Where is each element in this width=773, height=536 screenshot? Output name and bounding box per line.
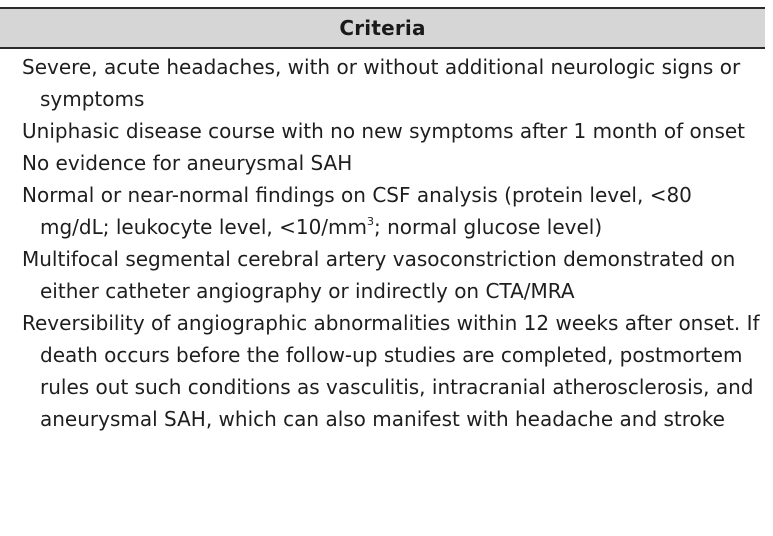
- criteria-item: Uniphasic disease course with no new symptoms after 1 month of onset: [22, 119, 746, 143]
- criteria-item: Multifocal segmental cerebral artery vasoconstriction demonstrated on either catheter angiography or indirectly on CTA/MRA: [22, 247, 736, 303]
- criteria-item: Severe, acute headaches, with or without additional neurologic signs or symptoms: [22, 55, 741, 111]
- superscript: 3: [367, 215, 375, 228]
- criteria-item: [22, 179, 765, 243]
- criteria-item: Reversibility of angiographic abnormalities within 12 weeks after onset. If death occurs before the follow-up studies are completed, postmortem rules out such conditions as vasculitis, intracranial atherosclerosis, and aneurysmal SAH, which can also manifest with headache and stroke: [22, 311, 760, 431]
- criteria-text: Normal or near-normal findings on CSF analysis (protein level, <80 mg/dL; leukocyte level, <10/mm: [22, 183, 692, 239]
- criteria-text: ; normal glucose level): [374, 215, 603, 239]
- column-header-criteria: Criteria: [339, 16, 426, 40]
- criteria-item: No evidence for aneurysmal SAH: [22, 151, 353, 175]
- table-header: [0, 7, 765, 49]
- criteria-list: [22, 51, 765, 435]
